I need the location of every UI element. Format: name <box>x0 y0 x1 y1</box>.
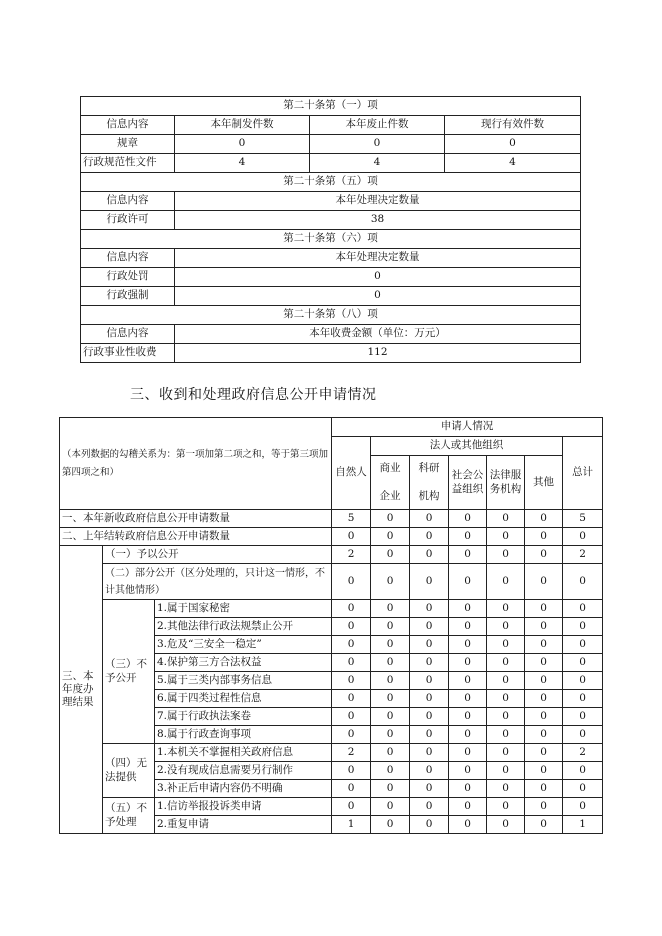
row-label: 4.保护第三方合法权益 <box>155 654 332 672</box>
value-cell: 0 <box>525 546 563 564</box>
value-cell: 0 <box>449 600 487 618</box>
row-label: 1.信访举报投诉类申请 <box>155 798 332 816</box>
row-label: 2.其他法律行政法规禁止公开 <box>155 618 332 636</box>
table-row <box>60 564 603 600</box>
value-cell: 0 <box>332 636 371 654</box>
value-cell: 0 <box>332 564 371 600</box>
row-label: 一、本年新收政府信息公开申请数量 <box>60 510 332 528</box>
value-cell: 0 <box>371 708 410 726</box>
header-cell: 本年处理决定数量 <box>175 192 581 211</box>
value-cell: 0 <box>525 654 563 672</box>
value-cell: 0 <box>332 690 371 708</box>
value-cell: 0 <box>410 528 449 546</box>
value-cell: 0 <box>563 780 603 798</box>
value-cell: 0 <box>449 690 487 708</box>
value-cell: 0 <box>332 762 371 780</box>
value-cell: 0 <box>563 726 603 744</box>
row-label: 行政强制 <box>81 287 175 306</box>
value-cell: 0 <box>525 744 563 762</box>
value-cell: 0 <box>371 726 410 744</box>
section-title-art20-1: 第二十条第（一）项 <box>81 97 581 116</box>
value-cell: 0 <box>175 135 310 154</box>
value-cell: 0 <box>332 600 371 618</box>
row-label: 1.本机关不掌握相关政府信息 <box>155 744 332 762</box>
row-label: （二）部分公开（区分处理的，只计这一情形，不计其他情形） <box>103 564 332 600</box>
value-cell: 0 <box>410 546 449 564</box>
value-cell: 0 <box>332 528 371 546</box>
table-row <box>60 510 603 528</box>
value-cell: 0 <box>525 600 563 618</box>
value-cell: 0 <box>487 816 525 834</box>
group-label: （三）不予公开 <box>103 600 155 744</box>
row-label: 规章 <box>81 135 175 154</box>
value-cell: 4 <box>310 154 445 173</box>
value-cell: 0 <box>487 798 525 816</box>
value-cell: 0 <box>371 672 410 690</box>
value-cell: 0 <box>525 726 563 744</box>
value-cell: 0 <box>563 690 603 708</box>
value-cell: 1 <box>332 816 371 834</box>
value-cell: 0 <box>410 636 449 654</box>
value-cell: 0 <box>410 654 449 672</box>
value-cell: 0 <box>449 762 487 780</box>
value-cell: 0 <box>332 726 371 744</box>
value-cell: 0 <box>410 672 449 690</box>
value-cell: 0 <box>449 780 487 798</box>
header-row <box>81 192 581 211</box>
row-label: 行政许可 <box>81 211 175 230</box>
col-commercial: 商业 企业 <box>371 456 410 510</box>
table-row <box>81 268 581 287</box>
group-label: （四）无法提供 <box>103 744 155 798</box>
article-20-table <box>80 96 581 363</box>
value-cell: 0 <box>371 690 410 708</box>
table-row <box>60 600 603 618</box>
row-label: 二、上年结转政府信息公开申请数量 <box>60 528 332 546</box>
value-cell: 0 <box>410 708 449 726</box>
col-natural-person: 自然人 <box>332 437 371 510</box>
value-cell: 0 <box>487 528 525 546</box>
value-cell: 0 <box>563 618 603 636</box>
value-cell: 0 <box>563 654 603 672</box>
row-label: 3.补正后申请内容仍不明确 <box>155 780 332 798</box>
value-cell: 0 <box>371 762 410 780</box>
table-row <box>60 528 603 546</box>
row-label: 8.属于行政查询事项 <box>155 726 332 744</box>
value-cell: 0 <box>371 744 410 762</box>
value-cell: 1 <box>563 816 603 834</box>
table-row <box>60 546 603 564</box>
value-cell: 0 <box>410 564 449 600</box>
value-cell: 0 <box>371 528 410 546</box>
value-cell: 0 <box>410 600 449 618</box>
value-cell: 0 <box>332 708 371 726</box>
value-cell: 0 <box>525 636 563 654</box>
row-label: 6.属于四类过程性信息 <box>155 690 332 708</box>
value-cell: 0 <box>449 798 487 816</box>
value-cell: 0 <box>371 654 410 672</box>
header-row <box>81 249 581 268</box>
header-cell: 本年处理决定数量 <box>175 249 581 268</box>
value-cell: 0 <box>487 636 525 654</box>
value-cell: 0 <box>487 762 525 780</box>
row-label: 行政事业性收费 <box>81 344 175 363</box>
value-cell: 0 <box>563 708 603 726</box>
value-cell: 0 <box>449 546 487 564</box>
value-cell: 0 <box>449 528 487 546</box>
value-cell: 0 <box>371 510 410 528</box>
value-cell: 0 <box>487 690 525 708</box>
header-cell: 信息内容 <box>81 116 175 135</box>
value-cell: 0 <box>563 636 603 654</box>
value-cell: 2 <box>563 744 603 762</box>
value-cell: 0 <box>487 654 525 672</box>
col-legal-service: 法律服务机构 <box>487 456 525 510</box>
value-cell: 0 <box>449 816 487 834</box>
value-cell: 0 <box>445 135 581 154</box>
row-label: （一）予以公开 <box>103 546 332 564</box>
value-cell: 0 <box>332 654 371 672</box>
section-title-art20-8: 第二十条第（八）项 <box>81 306 581 325</box>
table-row <box>81 154 581 173</box>
table-row <box>60 798 603 816</box>
value-cell: 0 <box>525 816 563 834</box>
value-cell: 0 <box>449 564 487 600</box>
value-cell: 2 <box>563 546 603 564</box>
row-label: 7.属于行政执法案卷 <box>155 708 332 726</box>
value-cell: 0 <box>525 618 563 636</box>
value-cell: 0 <box>525 798 563 816</box>
header-cell: 信息内容 <box>81 192 175 211</box>
value-cell: 38 <box>175 211 581 230</box>
section-heading: 三、收到和处理政府信息公开申请情况 <box>130 387 377 403</box>
value-cell: 0 <box>525 762 563 780</box>
header-row <box>81 116 581 135</box>
value-cell: 0 <box>449 654 487 672</box>
value-cell: 2 <box>332 546 371 564</box>
value-cell: 0 <box>371 636 410 654</box>
value-cell: 0 <box>410 510 449 528</box>
value-cell: 0 <box>525 564 563 600</box>
value-cell: 0 <box>410 618 449 636</box>
value-cell: 0 <box>563 672 603 690</box>
row-label: 2.重复申请 <box>155 816 332 834</box>
col-total: 总计 <box>563 437 603 510</box>
value-cell: 0 <box>449 708 487 726</box>
value-cell: 0 <box>563 798 603 816</box>
value-cell: 0 <box>371 798 410 816</box>
value-cell: 0 <box>332 780 371 798</box>
value-cell: 0 <box>371 564 410 600</box>
header-cell: 本年废止件数 <box>310 116 445 135</box>
col-research: 科研 机构 <box>410 456 449 510</box>
header-cell: 信息内容 <box>81 325 175 344</box>
value-cell: 0 <box>449 636 487 654</box>
value-cell: 0 <box>371 816 410 834</box>
value-cell: 0 <box>371 546 410 564</box>
value-cell: 0 <box>449 618 487 636</box>
legal-entity-header: 法人或其他组织 <box>371 437 563 456</box>
value-cell: 0 <box>487 510 525 528</box>
value-cell: 0 <box>487 600 525 618</box>
row-label: 行政处罚 <box>81 268 175 287</box>
col-other: 其他 <box>525 456 563 510</box>
value-cell: 0 <box>371 618 410 636</box>
value-cell: 0 <box>525 528 563 546</box>
value-cell: 0 <box>175 287 581 306</box>
value-cell: 5 <box>563 510 603 528</box>
table-row <box>60 744 603 762</box>
value-cell: 0 <box>449 744 487 762</box>
header-cell: 本年收费金额（单位：万元） <box>175 325 581 344</box>
value-cell: 0 <box>332 618 371 636</box>
value-cell: 0 <box>310 135 445 154</box>
value-cell: 0 <box>525 708 563 726</box>
value-cell: 0 <box>525 510 563 528</box>
value-cell: 0 <box>410 744 449 762</box>
row-label: 1.属于国家秘密 <box>155 600 332 618</box>
row-label: 2.没有现成信息需要另行制作 <box>155 762 332 780</box>
value-cell: 0 <box>332 672 371 690</box>
value-cell: 0 <box>371 600 410 618</box>
value-cell: 0 <box>487 780 525 798</box>
value-cell: 0 <box>410 816 449 834</box>
value-cell: 5 <box>332 510 371 528</box>
value-cell: 0 <box>487 564 525 600</box>
header-cell: 本年制发件数 <box>175 116 310 135</box>
applications-table <box>59 417 603 834</box>
value-cell: 0 <box>410 726 449 744</box>
value-cell: 0 <box>175 268 581 287</box>
table-row <box>81 287 581 306</box>
value-cell: 0 <box>563 528 603 546</box>
value-cell: 0 <box>487 618 525 636</box>
value-cell: 4 <box>445 154 581 173</box>
result-group-label: 三、本年度办理结果 <box>60 546 103 834</box>
section-title-art20-5: 第二十条第（五）项 <box>81 173 581 192</box>
value-cell: 0 <box>525 672 563 690</box>
value-cell: 0 <box>487 726 525 744</box>
value-cell: 0 <box>525 690 563 708</box>
row-label: 行政规范性文件 <box>81 154 175 173</box>
value-cell: 0 <box>487 672 525 690</box>
group-label: （五）不予处理 <box>103 798 155 834</box>
row-label: 3.危及“三安全一稳定” <box>155 636 332 654</box>
value-cell: 0 <box>332 798 371 816</box>
col-social-org: 社会公益组织 <box>449 456 487 510</box>
value-cell: 0 <box>371 780 410 798</box>
table-row <box>81 211 581 230</box>
value-cell: 0 <box>487 744 525 762</box>
value-cell: 0 <box>563 600 603 618</box>
value-cell: 0 <box>449 672 487 690</box>
value-cell: 0 <box>563 762 603 780</box>
table-row <box>81 344 581 363</box>
value-cell: 0 <box>525 780 563 798</box>
value-cell: 0 <box>410 798 449 816</box>
applicant-header: 申请人情况 <box>332 418 603 437</box>
header-cell: 现行有效件数 <box>445 116 581 135</box>
value-cell: 0 <box>410 780 449 798</box>
value-cell: 0 <box>487 546 525 564</box>
value-cell: 0 <box>487 708 525 726</box>
header-cell: 信息内容 <box>81 249 175 268</box>
table-row <box>81 135 581 154</box>
value-cell: 2 <box>332 744 371 762</box>
section-title-art20-6: 第二十条第（六）项 <box>81 230 581 249</box>
value-cell: 4 <box>175 154 310 173</box>
row-label: 5.属于三类内部事务信息 <box>155 672 332 690</box>
value-cell: 0 <box>449 726 487 744</box>
value-cell: 0 <box>410 690 449 708</box>
value-cell: 0 <box>563 564 603 600</box>
relationship-note: （本列数据的勾稽关系为：第一项加第二项之和，等于第三项加第四项之和） <box>60 418 332 510</box>
value-cell: 0 <box>410 762 449 780</box>
value-cell: 112 <box>175 344 581 363</box>
value-cell: 0 <box>449 510 487 528</box>
header-row <box>81 325 581 344</box>
